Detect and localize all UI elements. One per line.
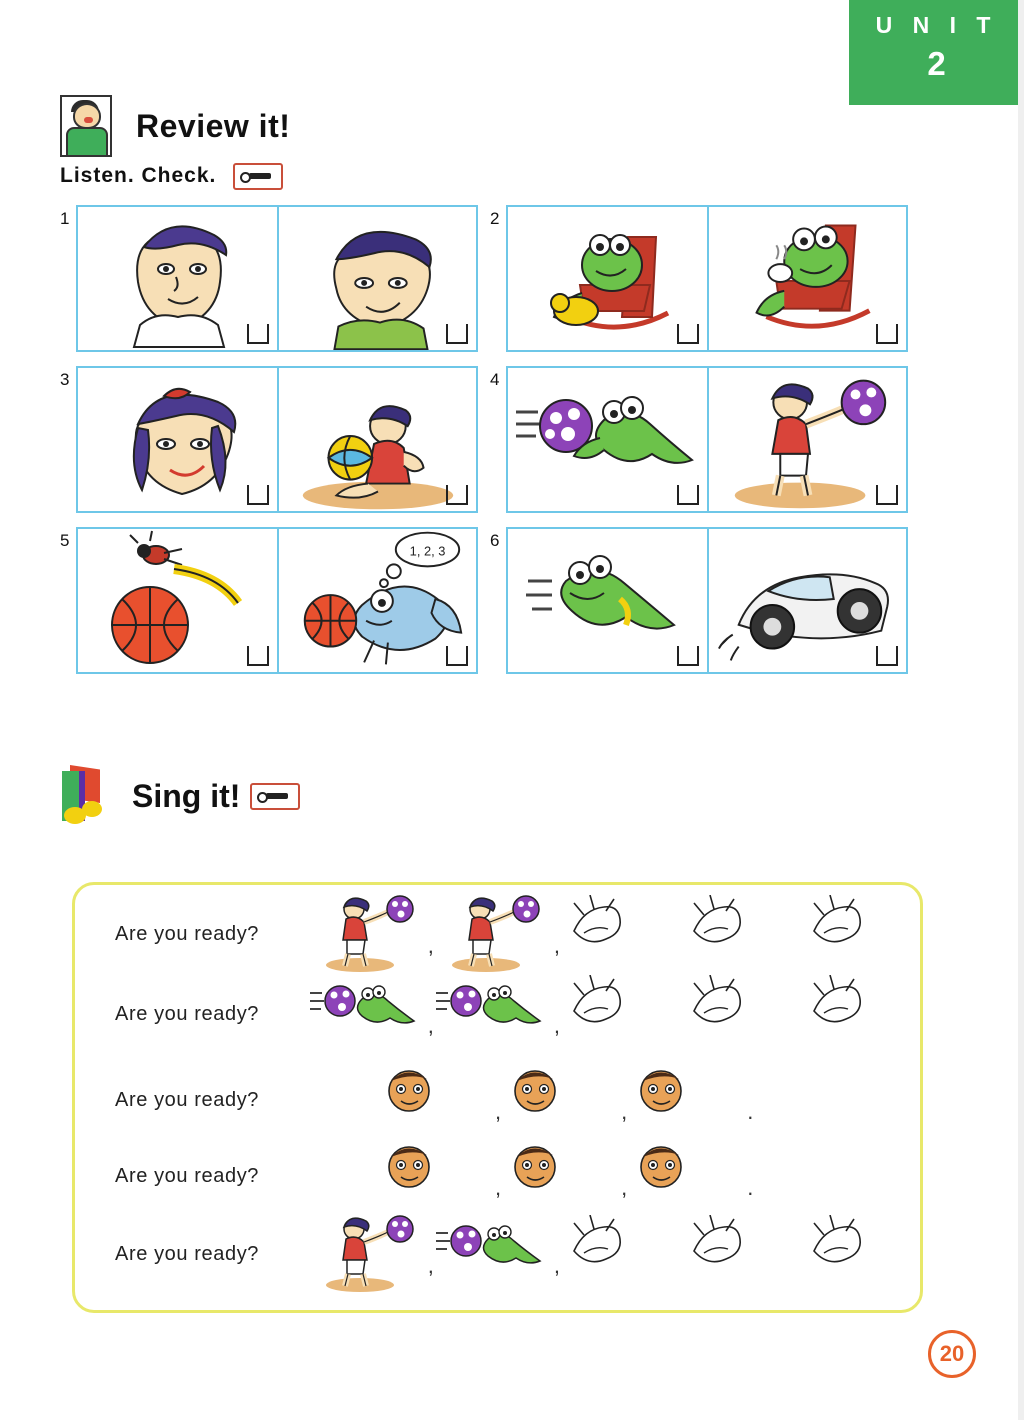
checkbox[interactable] bbox=[876, 485, 898, 505]
checkbox[interactable] bbox=[446, 646, 468, 666]
svg-text:1, 2, 3: 1, 2, 3 bbox=[409, 543, 446, 559]
item-number: 1 bbox=[60, 209, 70, 228]
song-art-row bbox=[308, 895, 920, 973]
exercise-item-3 bbox=[60, 366, 478, 513]
song-lyric: Are you ready? bbox=[115, 1002, 260, 1025]
clapping-hands-icon bbox=[680, 1215, 800, 1293]
option-pair bbox=[506, 527, 908, 674]
unit-tab bbox=[849, 0, 1024, 105]
option-pair bbox=[76, 366, 478, 513]
page-edge bbox=[1018, 0, 1024, 1420]
frog-diving-ball-icon bbox=[308, 975, 428, 1053]
option-cell[interactable] bbox=[277, 368, 476, 511]
comma: , bbox=[621, 1175, 628, 1200]
baby-face-icon bbox=[501, 1061, 621, 1139]
clapping-hands-icon bbox=[800, 895, 920, 973]
option-cell[interactable] bbox=[78, 368, 277, 511]
checkbox[interactable] bbox=[446, 324, 468, 344]
comma: , bbox=[495, 1099, 502, 1124]
girl-throwing-ball-icon bbox=[308, 895, 428, 973]
page-number: 20 bbox=[928, 1330, 976, 1378]
comma: , bbox=[553, 1253, 560, 1278]
item-number: 3 bbox=[60, 370, 70, 389]
exercise-item-5 bbox=[60, 527, 478, 674]
option-pair bbox=[506, 205, 908, 352]
song-art-row bbox=[308, 1215, 920, 1293]
girl-throwing-ball-icon bbox=[308, 1215, 428, 1293]
checkbox[interactable] bbox=[677, 646, 699, 666]
song-lyric: Are you ready? bbox=[115, 1164, 260, 1187]
boy-speaking-icon bbox=[60, 95, 112, 157]
clapping-hands-icon bbox=[560, 895, 680, 973]
sing-title: Sing it! bbox=[132, 777, 241, 814]
option-pair bbox=[506, 366, 908, 513]
exercise-item-2 bbox=[490, 205, 908, 352]
review-instruction-row bbox=[60, 163, 283, 190]
checkbox[interactable] bbox=[446, 485, 468, 505]
baby-face-icon bbox=[375, 1137, 495, 1215]
clapping-hands-icon bbox=[680, 975, 800, 1053]
music-note-icon bbox=[62, 765, 108, 827]
option-pair bbox=[76, 527, 478, 674]
clapping-hands-icon bbox=[560, 1215, 680, 1293]
checkbox[interactable] bbox=[247, 485, 269, 505]
song-lyric: Are you ready? bbox=[115, 1242, 260, 1265]
clapping-hands-icon bbox=[800, 1215, 920, 1293]
comma: , bbox=[553, 933, 560, 958]
checkbox[interactable] bbox=[876, 324, 898, 344]
song-lyric: Are you ready? bbox=[115, 922, 260, 945]
frog-diving-ball-icon bbox=[434, 975, 554, 1053]
exercise-item-6 bbox=[490, 527, 908, 674]
comma: , bbox=[495, 1175, 502, 1200]
checkbox[interactable] bbox=[247, 324, 269, 344]
baby-face-icon bbox=[627, 1137, 747, 1215]
song-art-row bbox=[375, 1137, 920, 1215]
comma: , bbox=[427, 1253, 434, 1278]
exercise-row bbox=[60, 205, 930, 352]
review-title: Review it! bbox=[136, 107, 291, 144]
review-instruction: Listen. Check. bbox=[60, 164, 217, 188]
option-cell[interactable] bbox=[508, 207, 707, 350]
checkbox[interactable] bbox=[677, 485, 699, 505]
item-number: 4 bbox=[490, 370, 500, 389]
option-cell[interactable] bbox=[508, 368, 707, 511]
review-exercise-grid bbox=[60, 205, 930, 688]
sing-section-header bbox=[62, 765, 300, 827]
option-cell[interactable] bbox=[707, 368, 906, 511]
exercise-item-4 bbox=[490, 366, 908, 513]
baby-face-icon bbox=[375, 1061, 495, 1139]
song-lyric: Are you ready? bbox=[115, 1088, 260, 1111]
item-number: 2 bbox=[490, 209, 500, 228]
option-cell[interactable] bbox=[78, 529, 277, 672]
option-cell[interactable] bbox=[707, 529, 906, 672]
cassette-icon[interactable] bbox=[233, 163, 283, 190]
comma: , bbox=[427, 933, 434, 958]
unit-number: 2 bbox=[927, 45, 946, 82]
song-line bbox=[75, 895, 920, 973]
song-art-row bbox=[308, 975, 920, 1053]
song-art-row bbox=[375, 1061, 920, 1139]
item-number: 5 bbox=[60, 531, 70, 550]
baby-face-icon bbox=[627, 1061, 747, 1139]
exercise-row bbox=[60, 527, 930, 674]
option-cell[interactable] bbox=[277, 529, 476, 672]
baby-face-icon bbox=[501, 1137, 621, 1215]
clapping-hands-icon bbox=[560, 975, 680, 1053]
girl-throwing-ball-icon bbox=[434, 895, 554, 973]
option-cell[interactable] bbox=[78, 207, 277, 350]
comma: , bbox=[621, 1099, 628, 1124]
comma: , bbox=[427, 1013, 434, 1038]
period: . bbox=[747, 1175, 754, 1200]
clapping-hands-icon bbox=[680, 895, 800, 973]
frog-diving-ball-icon bbox=[434, 1215, 554, 1293]
song-box bbox=[72, 882, 923, 1313]
song-line bbox=[75, 1061, 920, 1139]
cassette-icon[interactable] bbox=[250, 783, 300, 810]
song-line bbox=[75, 975, 920, 1053]
option-pair bbox=[76, 205, 478, 352]
unit-label: U N I T bbox=[875, 12, 998, 38]
option-cell[interactable] bbox=[707, 207, 906, 350]
option-cell[interactable] bbox=[277, 207, 476, 350]
song-line bbox=[75, 1215, 920, 1293]
comma: , bbox=[553, 1013, 560, 1038]
option-cell[interactable] bbox=[508, 529, 707, 672]
review-section-header bbox=[60, 95, 290, 157]
clapping-hands-icon bbox=[800, 975, 920, 1053]
checkbox[interactable] bbox=[247, 646, 269, 666]
item-number: 6 bbox=[490, 531, 500, 550]
exercise-item-1 bbox=[60, 205, 478, 352]
period: . bbox=[747, 1099, 754, 1124]
checkbox[interactable] bbox=[677, 324, 699, 344]
song-line bbox=[75, 1137, 920, 1215]
exercise-row bbox=[60, 366, 930, 513]
checkbox[interactable] bbox=[876, 646, 898, 666]
